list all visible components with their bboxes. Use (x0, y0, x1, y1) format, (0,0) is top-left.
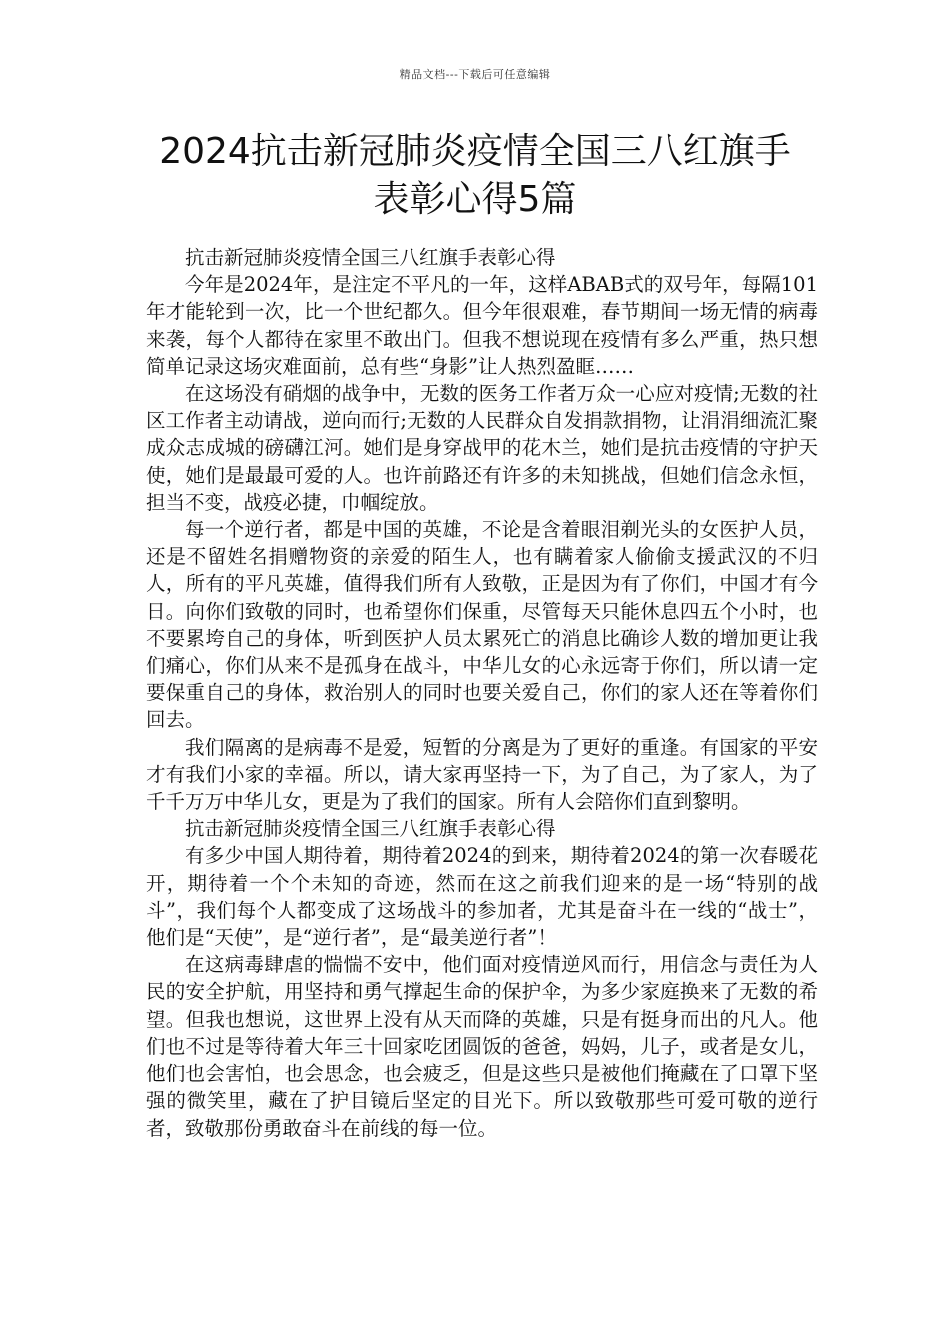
document-body (146, 244, 818, 1142)
paragraph: 每一个逆行者，都是中国的英雄，不论是含着眼泪剃光头的女医护人员，还是不留姓名捐赠物资的亲爱的陌生人，也有瞒着家人偷偷支援武汉的不归人，所有的平凡英雄，值得我们所有人致敬，正是因为有了你们，中国才有今日。向你们致敬的同时，也希望你们保重，尽管每天只能休息四五个小时，也不要累垮自己的身体，听到医护人员太累死亡的消息比确诊人数的增加更让我们痛心，你们从来不是孤身在战斗，中华儿女的心永远寄于你们，所以请一定要保重自己的身体，救治别人的同时也要关爱自己，你们的家人还在等着你们回去。 (146, 518, 818, 732)
document-title (120, 128, 830, 224)
paragraph: 我们隔离的是病毒不是爱，短暂的分离是为了更好的重逢。有国家的平安才有我们小家的幸福。所以，请大家再坚持一下，为了自己，为了家人，为了千千万万中华儿女，更是为了我们的国家。所有人会陪你们直到黎明。 (146, 735, 818, 814)
section-subtitle: 抗击新冠肺炎疫情全国三八红旗手表彰心得 (185, 817, 556, 841)
paragraph: 在这场没有硝烟的战争中，无数的医务工作者万众一心应对疫情;无数的社区工作者主动请战，逆向而行;无数的人民群众自发捐款捐物，让涓涓细流汇聚成众志成城的磅礴江河。她们是身穿战甲的花木兰，她们是抗击疫情的守护天使，她们是最最可爱的人。也许前路还有许多的未知挑战，但她们信念永恒，担当不变，战疫必捷，巾帼绽放。 (146, 382, 818, 514)
paragraph: 在这病毒肆虐的惴惴不安中，他们面对疫情逆风而行，用信念与责任为人民的安全护航，用坚持和勇气撑起生命的保护伞，为多少家庭换来了无数的希望。但我也想说，这世界上没有从天而降的英雄，只是有挺身而出的凡人。他们也不过是等待着大年三十回家吃团圆饭的爸爸，妈妈，儿子，或者是女儿，他们也会害怕，也会思念，也会疲乏，但是这些只是被他们掩藏在了口罩下坚强的微笑里，藏在了护目镜后坚定的目光下。所以致敬那些可爱可敬的逆行者，致敬那份勇敢奋斗在前线的每一位。 (146, 953, 818, 1140)
title-line-1: 2024抗击新冠肺炎疫情全国三八红旗手 (159, 131, 791, 172)
title-line-2: 表彰心得5篇 (373, 179, 577, 220)
section-subtitle: 抗击新冠肺炎疫情全国三八红旗手表彰心得 (185, 246, 556, 269)
header-note: 精品文档---下载后可任意编辑 (399, 68, 551, 81)
paragraph: 今年是2024年，是注定不平凡的一年，这样ABAB式的双号年，每隔101年才能轮到一次，比一个世纪都久。但今年很艰难，春节期间一场无情的病毒来袭，每个人都待在家里不敢出门。但我不想说现在疫情有多么严重，热只想简单记录这场灾难面前，总有些“身影”让人热烈盈眶…… (146, 273, 818, 378)
paragraph: 有多少中国人期待着，期待着2024的到来，期待着2024的第一次春暖花开，期待着一个个未知的奇迹，然而在这之前我们迎来的是一场“特别的战斗”，我们每个人都变成了这场战斗的参加者，尤其是奋斗在一线的“战士”，他们是“天使”，是“逆行者”，是“最美逆行者”！ (146, 844, 818, 950)
